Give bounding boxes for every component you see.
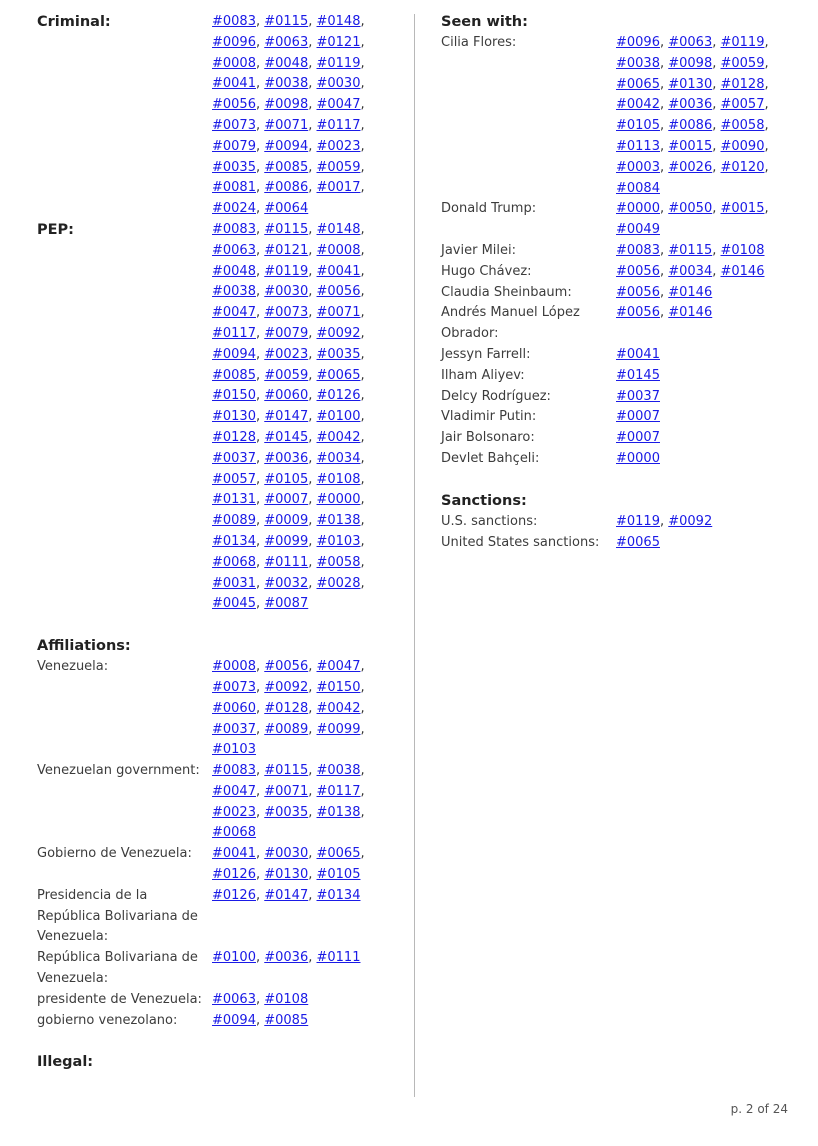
ref-link[interactable]: #0038 [316, 763, 361, 779]
list-item [37, 948, 377, 990]
ref-link[interactable]: #0100 [316, 409, 361, 425]
ref-link[interactable]: #0035 [212, 159, 256, 175]
ref-link[interactable]: #0056 [264, 659, 309, 675]
row-key: Jessyn Farrell: [441, 346, 531, 362]
ref-link[interactable]: #0098 [264, 97, 309, 113]
list-item [441, 303, 791, 345]
ref-link[interactable]: #0099 [264, 533, 309, 549]
ref-link[interactable]: #0030 [264, 284, 309, 300]
ref-link[interactable]: #0128 [264, 700, 309, 716]
ref-link[interactable]: #0059 [264, 367, 309, 383]
row-refs: #0094, #0085 [212, 1012, 309, 1028]
spacer [441, 470, 791, 491]
row-key: Venezuelan government: [37, 763, 200, 779]
list-item [441, 512, 791, 533]
ref-link[interactable]: #0000 [616, 201, 660, 217]
ref-link[interactable]: #0094 [264, 138, 309, 154]
ref-link[interactable]: #0063 [668, 35, 713, 50]
ref-link[interactable]: #0047 [212, 305, 256, 321]
row-refs: #0083, #0115, #0038, #0047, #0071, #0117, #0023, #0035, #0138, #0068 [212, 763, 365, 841]
ref-link[interactable]: #0065 [616, 76, 660, 92]
ref-link[interactable]: #0105 [316, 867, 361, 883]
ref-link[interactable]: #0008 [212, 659, 256, 675]
ref-link[interactable]: #0094 [212, 1012, 256, 1028]
list-item [441, 428, 791, 449]
affiliations-heading: Affiliations: [37, 638, 131, 655]
row-key: Presidencia de la República Bolivariana de Venezuela: [37, 887, 198, 945]
ref-link[interactable]: #0059 [316, 159, 361, 175]
ref-link[interactable]: #0056 [616, 263, 660, 279]
row-refs: #0063, #0108 [212, 991, 309, 1007]
row-key: Andrés Manuel López Obrador: [441, 305, 580, 342]
ref-link[interactable]: #0111 [264, 554, 309, 570]
row-refs [616, 449, 781, 470]
ref-link[interactable]: #0056 [316, 284, 361, 300]
ref-link[interactable]: #0079 [212, 138, 256, 154]
ref-link[interactable]: #0015 [720, 201, 765, 217]
ref-link[interactable]: #0108 [316, 471, 361, 487]
row-key: Delcy Rodríguez: [441, 388, 551, 404]
ref-link[interactable]: #0023 [212, 804, 256, 820]
ref-link[interactable]: #0036 [264, 950, 309, 966]
criminal-refs: #0083, #0115, #0148, #0096, #0063, #0121, #0008, #0048, #0119, #0041, #0038, #0030, #0056, #0098, #0047, #0073, #0071, #0117, #0079, #0094, #0023, #0035, #0085, #0059, #0081, #0086, #0017, #0024, #0064 [212, 14, 365, 217]
ref-link[interactable]: #0085 [212, 367, 256, 383]
ref-link[interactable]: #0035 [264, 804, 309, 820]
row-key: United States sanctions: [441, 534, 600, 550]
row-refs: #0126, #0147, #0134 [212, 887, 361, 903]
list-item [441, 262, 791, 283]
row-refs: #0008, #0056, #0047, #0073, #0092, #0150, #0060, #0128, #0042, #0037, #0089, #0099, #0103 [212, 659, 365, 758]
ref-link[interactable]: #0041 [212, 846, 256, 862]
ref-link[interactable]: #0086 [668, 118, 713, 134]
ref-link[interactable]: #0115 [668, 242, 713, 258]
ref-link[interactable]: #0047 [212, 783, 256, 799]
ref-link[interactable]: #0057 [720, 97, 765, 113]
ref-link[interactable]: #0035 [316, 346, 361, 362]
ref-link[interactable]: #0028 [316, 575, 361, 591]
ref-link[interactable]: #0131 [212, 492, 256, 508]
ref-link[interactable]: #0128 [720, 76, 765, 92]
ref-link[interactable]: #0065 [316, 846, 361, 862]
ref-link[interactable]: #0126 [316, 388, 361, 404]
ref-link[interactable]: #0068 [212, 825, 256, 841]
ref-link[interactable]: #0115 [264, 221, 309, 237]
page-number: p. 2 of 24 [730, 1102, 788, 1116]
criminal-heading: Criminal: [37, 14, 111, 30]
ref-link[interactable]: #0092 [668, 513, 713, 529]
row-refs: #0056, #0146 [616, 305, 713, 321]
ref-link[interactable]: #0087 [264, 596, 309, 612]
ref-link[interactable]: #0085 [264, 1012, 309, 1028]
ref-link[interactable]: #0008 [316, 242, 361, 258]
list-item [441, 283, 791, 304]
illegal-heading: Illegal: [37, 1054, 94, 1071]
ref-link[interactable]: #0094 [212, 346, 256, 362]
ref-link[interactable]: #0126 [212, 887, 256, 903]
ref-link[interactable]: #0031 [212, 575, 256, 591]
ref-link[interactable]: #0084 [616, 180, 660, 196]
right-column [441, 12, 791, 553]
ref-link[interactable]: #0034 [316, 450, 361, 466]
ref-link[interactable]: #0126 [212, 867, 256, 883]
ref-link[interactable]: #0056 [616, 284, 660, 300]
ref-link[interactable]: #0120 [720, 159, 765, 175]
ref-link[interactable]: #0117 [212, 325, 256, 341]
ref-link[interactable]: #0119 [316, 55, 361, 71]
ref-link[interactable]: #0113 [616, 138, 660, 154]
ref-link[interactable]: #0115 [264, 763, 309, 779]
ref-link[interactable]: #0047 [316, 97, 361, 113]
row-key: Gobierno de Venezuela: [37, 846, 192, 862]
ref-link[interactable]: #0036 [668, 97, 713, 113]
list-item [37, 886, 377, 948]
row-refs [616, 407, 781, 428]
ref-link[interactable]: #0083 [616, 242, 660, 258]
row-refs: #0119, #0092 [616, 513, 713, 529]
ref-link[interactable]: #0121 [316, 34, 361, 50]
row-key: Hugo Chávez: [441, 263, 532, 279]
list-item [441, 241, 791, 262]
ref-link[interactable]: #0147 [264, 409, 309, 425]
ref-link[interactable]: #0017 [316, 180, 361, 196]
ref-link[interactable]: #0056 [212, 97, 256, 113]
ref-link[interactable]: #0000 [616, 450, 660, 466]
ref-link[interactable]: #0145 [264, 429, 309, 445]
list-item [37, 761, 377, 844]
ref-link[interactable]: #0063 [264, 34, 309, 50]
ref-link[interactable]: #0042 [316, 429, 361, 445]
ref-link[interactable]: #0150 [316, 679, 361, 695]
ref-link[interactable]: #0138 [316, 513, 361, 529]
row-key: Cilia Flores: [441, 35, 517, 50]
ref-link[interactable]: #0045 [212, 596, 256, 612]
ref-link[interactable]: #0034 [668, 263, 713, 279]
list-item [441, 33, 791, 199]
ref-link[interactable]: #0085 [264, 159, 309, 175]
ref-link[interactable]: #0007 [616, 430, 660, 446]
ref-link[interactable]: #0023 [316, 138, 361, 154]
ref-link[interactable]: #0058 [720, 118, 765, 134]
row-refs: #0056, #0034, #0146 [616, 263, 765, 279]
ref-link[interactable]: #0117 [316, 783, 361, 799]
ref-link[interactable]: #0038 [212, 284, 256, 300]
ref-link[interactable]: #0058 [316, 554, 361, 570]
ref-link[interactable]: #0042 [616, 97, 660, 113]
ref-link[interactable]: #0041 [316, 263, 361, 279]
ref-link[interactable]: #0103 [316, 533, 361, 549]
row-refs: #0056, #0146 [616, 284, 713, 300]
row-refs: #0100, #0036, #0111 [212, 950, 361, 966]
ref-link[interactable]: #0111 [316, 950, 361, 966]
row-refs: #0096, #0063, #0119, #0038, #0098, #0059, #0065, #0130, #0128, #0042, #0036, #0057, #0105, #0086, #0058, #0113, #0015, #0090, #0003, #0026, #0120, #0084 [616, 35, 769, 196]
ref-link[interactable]: #0030 [264, 846, 309, 862]
ref-link[interactable]: #0128 [212, 429, 256, 445]
sanctions-heading: Sanctions: [441, 492, 527, 509]
row-key: Donald Trump: [441, 201, 537, 217]
ref-link[interactable]: #0023 [264, 346, 309, 362]
ref-link[interactable]: #0063 [212, 242, 256, 258]
ref-link[interactable]: #0048 [264, 55, 309, 71]
ref-link[interactable]: #0130 [668, 76, 713, 92]
row-key: Venezuela: [37, 659, 109, 675]
ref-link[interactable]: #0041 [212, 76, 256, 92]
row-key: Javier Milei: [441, 242, 517, 258]
ref-link[interactable]: #0119 [720, 35, 765, 50]
ref-link[interactable]: #0130 [212, 409, 256, 425]
row-key: República Bolivariana de Venezuela: [37, 950, 198, 987]
list-item [37, 844, 377, 886]
ref-link[interactable]: #0036 [264, 450, 309, 466]
ref-link[interactable]: #0037 [212, 450, 256, 466]
ref-link[interactable]: #0083 [212, 221, 256, 237]
ref-link[interactable]: #0015 [668, 138, 713, 154]
ref-link[interactable]: #0049 [616, 222, 660, 238]
row-key: gobierno venezolano: [37, 1012, 178, 1028]
seen-with-heading: Seen with: [441, 14, 528, 30]
ref-link[interactable]: #0037 [212, 721, 256, 737]
pep-section [37, 220, 377, 615]
list-item [441, 199, 791, 241]
row-refs: #0000, #0050, #0015, #0049 [616, 201, 769, 238]
ref-link[interactable]: #0038 [616, 55, 660, 71]
ref-link[interactable]: #0008 [212, 55, 256, 71]
ref-link[interactable]: #0071 [264, 117, 309, 133]
ref-link[interactable]: #0146 [668, 284, 713, 300]
ref-link[interactable]: #0068 [212, 554, 256, 570]
ref-link[interactable]: #0047 [316, 659, 361, 675]
ref-link[interactable]: #0117 [316, 117, 361, 133]
list-item [441, 366, 791, 387]
ref-link[interactable]: #0086 [264, 180, 309, 196]
ref-link[interactable]: #0148 [316, 14, 361, 29]
ref-link[interactable]: #0007 [264, 492, 309, 508]
ref-link[interactable]: #0038 [264, 76, 309, 92]
ref-link[interactable]: #0096 [212, 34, 256, 50]
ref-link[interactable]: #0081 [212, 180, 256, 196]
ref-link[interactable]: #0147 [264, 887, 309, 903]
ref-link[interactable]: #0146 [720, 263, 765, 279]
row-key: presidente de Venezuela: [37, 991, 202, 1007]
ref-link[interactable]: #0108 [264, 991, 309, 1007]
row-refs: #0083, #0115, #0108 [616, 242, 765, 258]
ref-link[interactable]: #0030 [316, 76, 361, 92]
row-refs [616, 428, 781, 449]
list-item [441, 449, 791, 470]
ref-link[interactable]: #0146 [668, 305, 713, 321]
ref-link[interactable]: #0105 [616, 118, 660, 134]
ref-link[interactable]: #0071 [264, 783, 309, 799]
ref-link[interactable]: #0150 [212, 388, 256, 404]
ref-link[interactable]: #0048 [212, 263, 256, 279]
ref-link[interactable]: #0115 [264, 14, 309, 29]
pep-heading: PEP: [37, 221, 74, 238]
ref-link[interactable]: #0007 [616, 409, 660, 425]
seen-with-list [441, 33, 791, 470]
row-refs [616, 366, 781, 387]
ref-link[interactable]: #0065 [616, 534, 660, 550]
ref-link[interactable]: #0121 [264, 242, 309, 258]
affiliations-list [37, 657, 377, 1031]
ref-link[interactable]: #0079 [264, 325, 309, 341]
list-item [37, 657, 377, 761]
row-key: Claudia Sheinbaum: [441, 284, 572, 300]
row-refs [616, 345, 781, 366]
ref-link[interactable]: #0060 [212, 700, 256, 716]
row-key: U.S. sanctions: [441, 513, 538, 529]
row-key: Devlet Bahçeli: [441, 450, 540, 466]
ref-link[interactable]: #0119 [616, 513, 660, 529]
ref-link[interactable]: #0071 [316, 305, 361, 321]
ref-link[interactable]: #0090 [720, 138, 765, 154]
ref-link[interactable]: #0063 [212, 991, 256, 1007]
list-item [441, 407, 791, 428]
ref-link[interactable]: #0145 [616, 367, 660, 383]
ref-link[interactable]: #0042 [316, 700, 361, 716]
list-item [37, 990, 377, 1011]
ref-link[interactable]: #0119 [264, 263, 309, 279]
ref-link[interactable]: #0138 [316, 804, 361, 820]
pep-refs: #0083, #0115, #0148, #0063, #0121, #0008, #0048, #0119, #0041, #0038, #0030, #0056, #0047, #0073, #0071, #0117, #0079, #0092, #0094, #0023, #0035, #0085, #0059, #0065, #0150, #0060, #0126, #0130, #0147, #0100, #0128, #0145, #0042, #0037, #0036, #0034, #0057, #0105, #0108, #0131, #0007, #0000, #0089, #0009, #0138, #0134, #0099, #0103, #0068, #0111, #0058, #0031, #0032, #0028, #0045, #0087 [212, 221, 365, 612]
ref-link[interactable]: #0134 [316, 887, 361, 903]
row-key: Jair Bolsonaro: [441, 430, 535, 446]
ref-link[interactable]: #0009 [264, 513, 309, 529]
row-refs [616, 387, 781, 408]
row-key: Ilham Aliyev: [441, 367, 525, 383]
list-item [441, 533, 791, 554]
ref-link[interactable]: #0089 [264, 721, 309, 737]
ref-link[interactable]: #0083 [212, 763, 256, 779]
ref-link[interactable]: #0059 [720, 55, 765, 71]
list-item [37, 1011, 377, 1032]
ref-link[interactable]: #0065 [316, 367, 361, 383]
spacer [37, 615, 377, 636]
ref-link[interactable]: #0083 [212, 14, 256, 29]
ref-link[interactable]: #0073 [212, 117, 256, 133]
ref-link[interactable]: #0089 [212, 513, 256, 529]
ref-link[interactable]: #0103 [212, 742, 256, 758]
ref-link[interactable]: #0003 [616, 159, 660, 175]
row-refs: #0041, #0030, #0065, #0126, #0130, #0105 [212, 846, 365, 883]
ref-link[interactable]: #0108 [720, 242, 765, 258]
ref-link[interactable]: #0000 [316, 492, 361, 508]
ref-link[interactable]: #0148 [316, 221, 361, 237]
list-item [441, 387, 791, 408]
ref-link[interactable]: #0134 [212, 533, 256, 549]
ref-link[interactable]: #0092 [264, 679, 309, 695]
ref-link[interactable]: #0041 [616, 346, 660, 362]
row-refs [616, 533, 781, 554]
row-key: Vladimir Putin: [441, 409, 537, 425]
ref-link[interactable]: #0024 [212, 201, 256, 217]
ref-link[interactable]: #0073 [212, 679, 256, 695]
ref-link[interactable]: #0037 [616, 388, 660, 404]
ref-link[interactable]: #0105 [264, 471, 309, 487]
sanctions-list [441, 512, 791, 554]
column-divider [414, 14, 415, 1097]
ref-link[interactable]: #0064 [264, 201, 309, 217]
ref-link[interactable]: #0098 [668, 55, 713, 71]
ref-link[interactable]: #0056 [616, 305, 660, 321]
ref-link[interactable]: #0073 [264, 305, 309, 321]
ref-link[interactable]: #0130 [264, 867, 309, 883]
ref-link[interactable]: #0026 [668, 159, 713, 175]
ref-link[interactable]: #0060 [264, 388, 309, 404]
ref-link[interactable]: #0050 [668, 201, 713, 217]
ref-link[interactable]: #0092 [316, 325, 361, 341]
ref-link[interactable]: #0100 [212, 950, 256, 966]
list-item [441, 345, 791, 366]
left-column [37, 12, 377, 1073]
ref-link[interactable]: #0057 [212, 471, 256, 487]
ref-link[interactable]: #0032 [264, 575, 309, 591]
criminal-section [37, 12, 377, 220]
ref-link[interactable]: #0099 [316, 721, 361, 737]
ref-link[interactable]: #0096 [616, 35, 660, 50]
spacer [37, 1031, 377, 1052]
